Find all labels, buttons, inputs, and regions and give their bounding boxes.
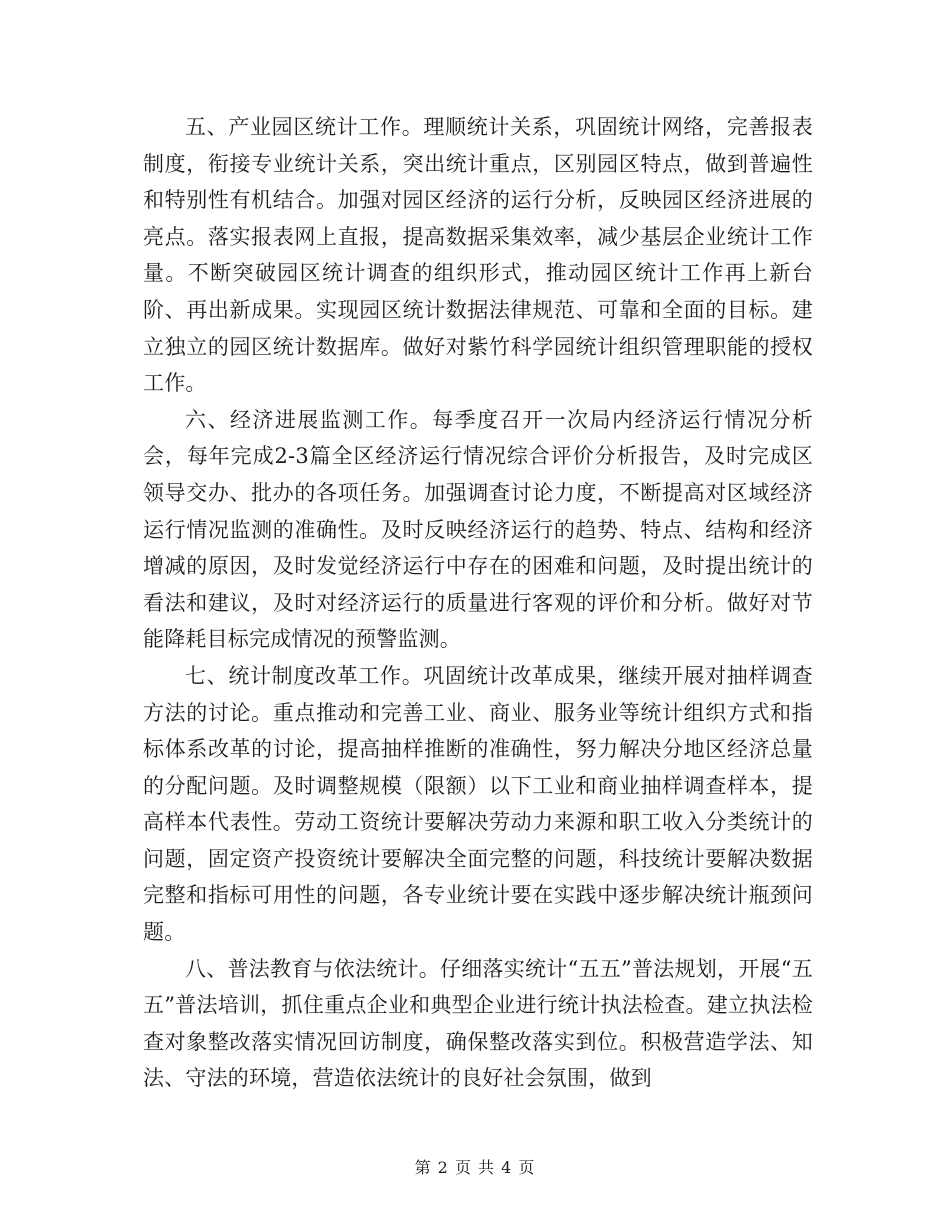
paragraph-legal-education: 八、普法教育与依法统计。仔细落实统计“五五”普法规划，开展“五五”普法培训，抓住重点企业和典型企业进行统计执法检查。建立执法检查对象整改落实情况回访制度，确保整改落实到位。积极营造学法、知法、守法的环境，营造依法统计的良好社会氛围，做到	[143, 956, 813, 1091]
page-number-footer: 第 2 页 共 4 页	[414, 1158, 536, 1177]
paragraph-industrial-park-statistics: 五、产业园区统计工作。理顺统计关系，巩固统计网络，完善报表制度，衔接专业统计关系，突出统计重点，区别园区特点，做到普遍性和特别性有机结合。加强对园区经济的运行分析，反映园区经济进展的亮点。落实报表网上直报，提高数据采集效率，减少基层企业统计工作量。不断突破园区统计调查的组织形式，推动园区统计工作再上新台阶、再出新成果。实现园区统计数据法律规范、可靠和全面的目标。建立独立的园区统计数据库。做好对紫竹科学园统计组织管理职能的授权工作。	[143, 115, 813, 396]
paragraph-statistical-reform: 七、统计制度改革工作。巩固统计改革成果，继续开展对抽样调查方法的讨论。重点推动和完善工业、商业、服务业等统计组织方式和指标体系改革的讨论，提高抽样推断的准确性，努力解决分地区经济总量的分配问题。及时调整规模（限额）以下工业和商业抽样调查样本，提高样本代表性。劳动工资统计要解决劳动力来源和职工收入分类统计的问题，固定资产投资统计要解决全面完整的问题，科技统计要解决数据完整和指标可用性的问题，各专业统计要在实践中逐步解决统计瓶颈问题。	[143, 663, 813, 945]
paragraph-economic-monitoring: 六、经济进展监测工作。每季度召开一次局内经济运行情况分析会，每年完成2-3篇全区经济运行情况综合评价分析报告，及时完成区领导交办、批办的各项任务。加强调查讨论力度，不断提高对区域经济运行情况监测的准确性。及时反映经济运行的趋势、特点、结构和经济增减的原因，及时发觉经济运行中存在的困难和问题，及时提出统计的看法和建议，及时对经济运行的质量进行客观的评价和分析。做好对节能降耗目标完成情况的预警监测。	[143, 407, 813, 652]
document-body	[143, 109, 813, 1097]
